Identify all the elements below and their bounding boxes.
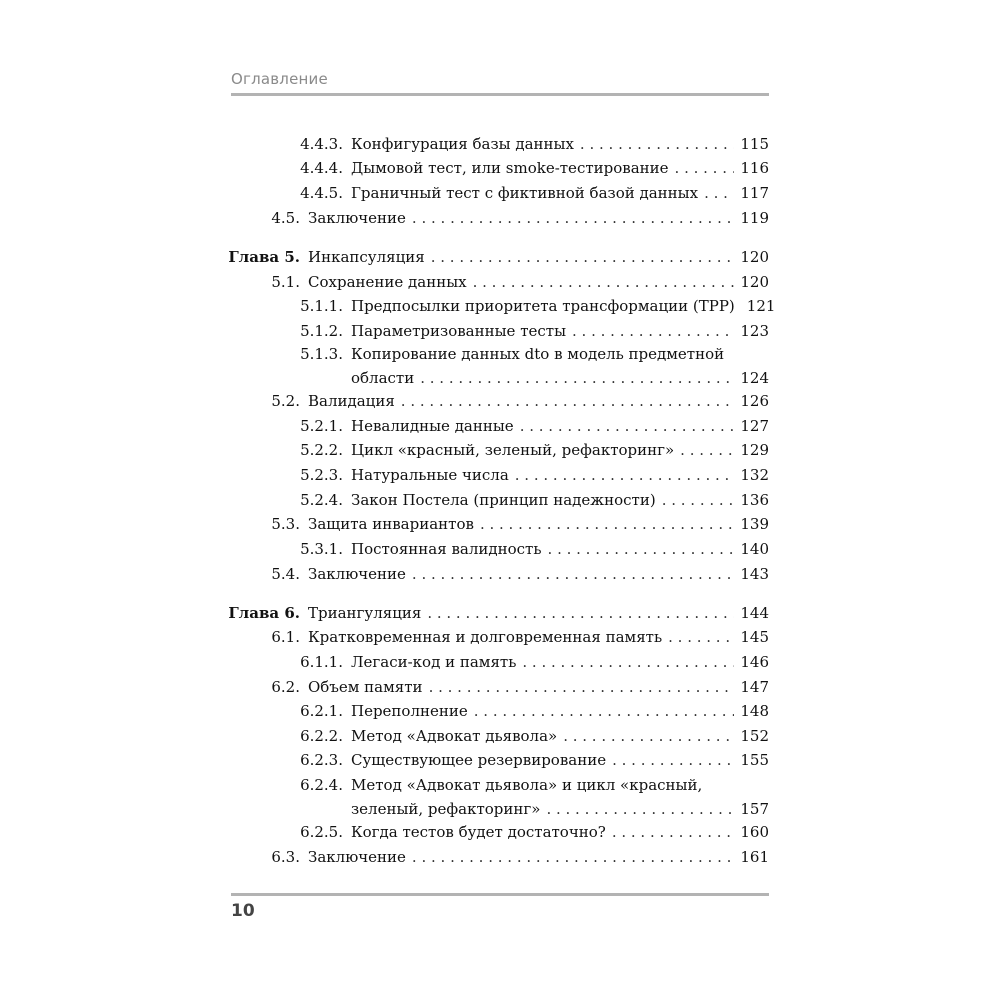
toc-number: 5.1.1. xyxy=(300,297,343,315)
toc-page-number: 129 xyxy=(740,441,769,459)
toc-subsection-row[interactable] xyxy=(0,156,1000,180)
dot-leader xyxy=(412,570,734,586)
toc-section-row[interactable] xyxy=(0,206,1000,230)
toc-section-row[interactable] xyxy=(0,562,1000,586)
toc-title: области xyxy=(351,369,415,387)
toc-subsection-row[interactable] xyxy=(0,414,1000,438)
toc-title: Объем памяти xyxy=(308,678,423,696)
toc-page-number: 161 xyxy=(740,848,769,866)
toc-title: Параметризованные тесты xyxy=(351,322,567,340)
toc-page-number: 123 xyxy=(740,322,769,340)
toc-title: Существующее резервирование xyxy=(351,751,607,769)
toc-chapter-row[interactable] xyxy=(0,245,1000,269)
toc-page-number: 136 xyxy=(740,491,769,509)
toc-number: 4.4.5. xyxy=(300,184,343,202)
toc-page-number: 143 xyxy=(740,565,769,583)
toc-number: 6.2.2. xyxy=(300,727,343,745)
toc-page-number: 124 xyxy=(740,369,769,387)
toc-number: 6.2.1. xyxy=(300,702,343,720)
toc-title: Заключение xyxy=(308,209,406,227)
toc-title: Когда тестов будет достаточно? xyxy=(351,823,606,841)
dot-leader xyxy=(480,520,734,536)
toc-number: Глава 5. xyxy=(228,248,300,266)
toc-page-number: 126 xyxy=(740,392,769,410)
toc-subsection-row[interactable] xyxy=(0,438,1000,462)
dot-leader xyxy=(675,164,735,180)
toc-page-number: 152 xyxy=(740,727,769,745)
dot-leader xyxy=(401,397,735,413)
toc-title: Заключение xyxy=(308,848,406,866)
toc-title-line: Метод «Адвокат дьявола» и цикл «красный, xyxy=(351,776,703,794)
dot-leader xyxy=(522,658,734,674)
dot-leader xyxy=(680,446,734,462)
toc-section-row[interactable] xyxy=(0,270,1000,294)
footer-rule xyxy=(231,893,769,896)
toc-page-number: 155 xyxy=(740,751,769,769)
dot-leader xyxy=(572,327,734,343)
toc-number: 6.2.3. xyxy=(300,751,343,769)
toc-section-row[interactable] xyxy=(0,512,1000,536)
toc-subsection-row[interactable] xyxy=(0,488,1000,512)
dot-leader xyxy=(427,609,734,625)
toc-title: Метод «Адвокат дьявола» xyxy=(351,727,558,745)
toc-title: Защита инвариантов xyxy=(308,515,474,533)
toc-title-line: Копирование данных dto в модель предметной xyxy=(351,345,725,363)
toc-section-row[interactable] xyxy=(0,389,1000,413)
toc-number: 4.4.4. xyxy=(300,159,343,177)
dot-leader xyxy=(431,253,735,269)
toc-page-number: 144 xyxy=(740,604,769,622)
toc-number: 5.2. xyxy=(271,392,300,410)
toc-subsection-row[interactable] xyxy=(0,776,1000,821)
toc-title: Предпосылки приоритета трансформации (TPP) xyxy=(351,297,735,315)
toc-page-number: 139 xyxy=(740,515,769,533)
toc-title: Сохранение данных xyxy=(308,273,467,291)
toc-page-number: 145 xyxy=(740,628,769,646)
toc-page-number: 147 xyxy=(740,678,769,696)
toc-title: Легаси-код и память xyxy=(351,653,517,671)
dot-leader xyxy=(580,140,734,156)
toc-title: Переполнение xyxy=(351,702,468,720)
dot-leader xyxy=(662,496,735,512)
toc-subsection-row[interactable] xyxy=(0,463,1000,487)
toc-chapter-row[interactable] xyxy=(0,601,1000,625)
dot-leader xyxy=(515,471,735,487)
toc-subsection-row[interactable] xyxy=(0,345,1000,390)
toc-number: 5.1.3. xyxy=(300,345,343,363)
toc-subsection-row[interactable] xyxy=(0,181,1000,205)
toc-page-number: 119 xyxy=(740,209,769,227)
toc-title: Натуральные числа xyxy=(351,466,509,484)
toc-title: Постоянная валидность xyxy=(351,540,542,558)
dot-leader xyxy=(612,756,734,772)
toc-page-number: 140 xyxy=(740,540,769,558)
toc-title: Валидация xyxy=(308,392,395,410)
toc-number: 6.1.1. xyxy=(300,653,343,671)
toc-title: Конфигурация базы данных xyxy=(351,135,574,153)
toc-subsection-row[interactable] xyxy=(0,820,1000,844)
dot-leader xyxy=(473,278,735,294)
toc-page-number: 116 xyxy=(740,159,769,177)
toc-number: 4.4.3. xyxy=(300,135,343,153)
toc-number: 5.1.2. xyxy=(300,322,343,340)
toc-title: Триангуляция xyxy=(308,604,422,622)
toc-section-row[interactable] xyxy=(0,675,1000,699)
toc-number: 6.3. xyxy=(271,848,300,866)
dot-leader xyxy=(412,214,734,230)
toc-number: 5.1. xyxy=(271,273,300,291)
toc-title: Инкапсуляция xyxy=(308,248,425,266)
toc-section-row[interactable] xyxy=(0,625,1000,649)
toc-subsection-row[interactable] xyxy=(0,699,1000,723)
dot-leader xyxy=(412,853,734,869)
toc-title: Дымовой тест, или smoke-тестирование xyxy=(351,159,669,177)
toc-page-number: 148 xyxy=(740,702,769,720)
dot-leader xyxy=(704,189,734,205)
toc-title: Кратковременная и долговременная память xyxy=(308,628,663,646)
dot-leader xyxy=(563,732,734,748)
toc-subsection-row[interactable] xyxy=(0,650,1000,674)
toc-number: 6.2.5. xyxy=(300,823,343,841)
toc-title: Закон Постела (принцип надежности) xyxy=(351,491,656,509)
toc-title: Цикл «красный, зеленый, рефакторинг» xyxy=(351,441,675,459)
toc-subsection-row[interactable] xyxy=(0,294,1000,318)
toc-subsection-row[interactable] xyxy=(0,537,1000,561)
toc-number: 5.3. xyxy=(271,515,300,533)
toc-title: Граничный тест с фиктивной базой данных xyxy=(351,184,699,202)
toc-title: Невалидные данные xyxy=(351,417,514,435)
toc-page-number: 157 xyxy=(740,800,769,818)
toc-subsection-row[interactable] xyxy=(0,748,1000,772)
toc-number: 6.1. xyxy=(271,628,300,646)
toc-page-number: 121 xyxy=(746,297,776,315)
toc-page-number: 115 xyxy=(740,135,769,153)
toc-number: 4.5. xyxy=(271,209,300,227)
toc-subsection-row[interactable] xyxy=(0,132,1000,156)
toc-section-row[interactable] xyxy=(0,845,1000,869)
toc-number: 5.3.1. xyxy=(300,540,343,558)
dot-leader xyxy=(429,683,735,699)
toc-number: 5.2.1. xyxy=(300,417,343,435)
toc-title: зеленый, рефакторинг» xyxy=(351,800,541,818)
dot-leader xyxy=(548,545,735,561)
toc-number: 5.4. xyxy=(271,565,300,583)
toc-page-number: 146 xyxy=(740,653,769,671)
dot-leader xyxy=(474,707,735,723)
dot-leader xyxy=(668,633,734,649)
toc-subsection-row[interactable] xyxy=(0,319,1000,343)
toc-number: 6.2. xyxy=(271,678,300,696)
running-head: Оглавление xyxy=(231,70,328,88)
toc-page-number: 160 xyxy=(740,823,769,841)
toc-number: 5.2.3. xyxy=(300,466,343,484)
toc-title: Заключение xyxy=(308,565,406,583)
toc-page-number: 132 xyxy=(740,466,769,484)
toc-number: 5.2.2. xyxy=(300,441,343,459)
dot-leader xyxy=(612,828,735,844)
dot-leader xyxy=(520,422,735,438)
toc-page-number: 120 xyxy=(740,248,769,266)
page-number: 10 xyxy=(231,901,255,921)
dot-leader xyxy=(546,805,734,821)
toc-subsection-row[interactable] xyxy=(0,724,1000,748)
toc-number: Глава 6. xyxy=(228,604,300,622)
toc-page-number: 117 xyxy=(740,184,769,202)
toc-number: 5.2.4. xyxy=(300,491,343,509)
toc-page-number: 127 xyxy=(740,417,769,435)
dot-leader xyxy=(420,374,734,390)
toc-number: 6.2.4. xyxy=(300,776,343,794)
toc-page-number: 120 xyxy=(740,273,769,291)
